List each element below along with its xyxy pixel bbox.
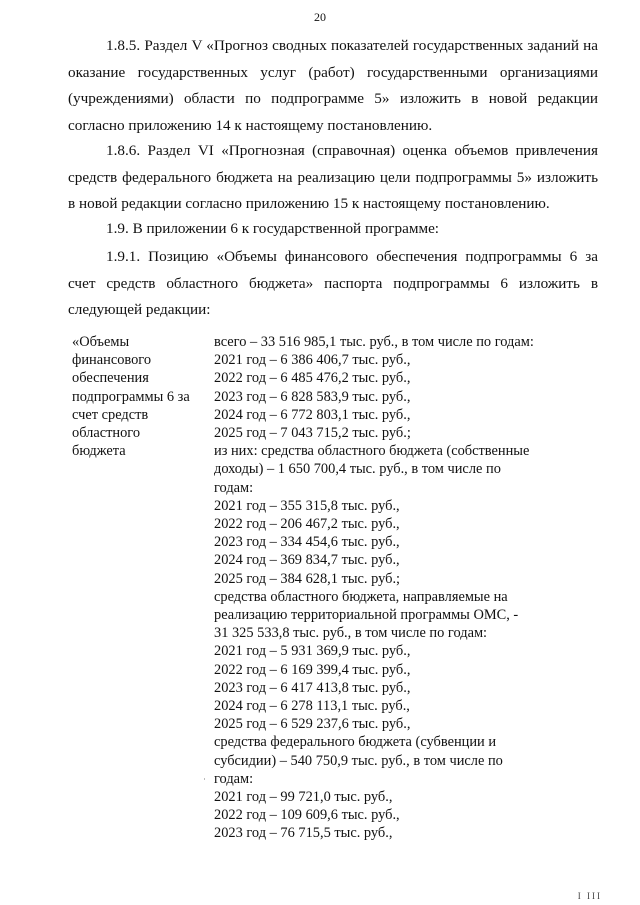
footer-barcode-mark: I III: [577, 891, 602, 901]
paragraph-1-9: 1.9. В приложении 6 к государственной программе:: [106, 220, 440, 237]
value-line: доходы) – 1 650 700,4 тыс. руб., в том числе по: [214, 461, 501, 478]
paragraph-1-9-1: 1.9.1. Позицию «Объемы финансового обеспечения подпрограммы 6 за счет средств областного бюджета» паспорта подпрограммы 6 изложить в следующей редакции:: [68, 248, 598, 318]
value-line: 2025 год – 7 043 715,2 тыс. руб.;: [214, 425, 411, 442]
value-line: 2022 год – 6 485 476,2 тыс. руб.,: [214, 370, 411, 387]
label-line: бюджета: [72, 443, 126, 460]
value-line: 2023 год – 76 715,5 тыс. руб.,: [214, 825, 393, 842]
scan-artifact: [204, 778, 205, 780]
value-line: 2022 год – 6 169 399,4 тыс. руб.,: [214, 661, 411, 678]
label-line: областного: [72, 425, 141, 442]
value-line: субсидии) – 540 750,9 тыс. руб., в том числе по: [214, 752, 503, 769]
value-line: 2021 год – 5 931 369,9 тыс. руб.,: [214, 643, 411, 660]
paragraph-1-8-5: 1.8.5. Раздел V «Прогноз сводных показателей государственных заданий на оказание государственных услуг (работ) государственными организациями (учреждениями) области по подпрограмме 5» изложить в новой редакции согласно приложению 14 к настоящему постановлению.: [68, 37, 598, 134]
label-line: финансового: [72, 352, 152, 369]
value-line: 2021 год – 6 386 406,7 тыс. руб.,: [214, 352, 411, 369]
label-line: обеспечения: [72, 370, 149, 387]
value-line: 2024 год – 369 834,7 тыс. руб.,: [214, 552, 400, 569]
value-line: 2021 год – 99 721,0 тыс. руб.,: [214, 789, 393, 806]
funding-label-cell: [72, 333, 204, 460]
label-line: «Объемы: [72, 334, 130, 350]
value-line: 2022 год – 109 609,6 тыс. руб.,: [214, 807, 400, 824]
label-line: подпрограммы 6 за: [72, 388, 190, 405]
value-line: средства областного бюджета, направляемые на: [214, 588, 508, 605]
value-line: 2025 год – 384 628,1 тыс. руб.;: [214, 570, 401, 587]
value-line: реализацию территориальной программы ОМС, -: [214, 607, 519, 624]
value-line: 2025 год – 6 529 237,6 тыс. руб.,: [214, 716, 411, 733]
value-line: 2023 год – 6 417 413,8 тыс. руб.,: [214, 679, 411, 696]
value-line: годам:: [214, 770, 254, 787]
page-number: 20: [314, 10, 326, 24]
value-line: 2023 год – 6 828 583,9 тыс. руб.,: [214, 388, 411, 405]
value-line: 2021 год – 355 315,8 тыс. руб.,: [214, 497, 400, 514]
value-line: из них: средства областного бюджета (собственные: [214, 443, 530, 460]
value-line: 2024 год – 6 772 803,1 тыс. руб.,: [214, 406, 411, 423]
value-line: 31 325 533,8 тыс. руб., в том числе по годам:: [214, 625, 488, 642]
paragraph-1-8-6: 1.8.6. Раздел VI «Прогнозная (справочная) оценка объемов привлечения средств федерального бюджета на реализацию цели подпрограммы 5» изложить в новой редакции согласно приложению 15 к настоящему постановлению.: [68, 142, 598, 212]
label-line: счет средств: [72, 406, 149, 423]
value-line: 2022 год – 206 467,2 тыс. руб.,: [214, 516, 400, 533]
value-line: средства федерального бюджета (субвенции и: [214, 734, 497, 751]
value-line: годам:: [214, 479, 254, 496]
funding-values-cell: [214, 333, 594, 843]
value-line: 2023 год – 334 454,6 тыс. руб.,: [214, 534, 400, 551]
value-line: 2024 год – 6 278 113,1 тыс. руб.,: [214, 698, 410, 715]
value-line: всего – 33 516 985,1 тыс. руб., в том числе по годам:: [214, 334, 534, 350]
